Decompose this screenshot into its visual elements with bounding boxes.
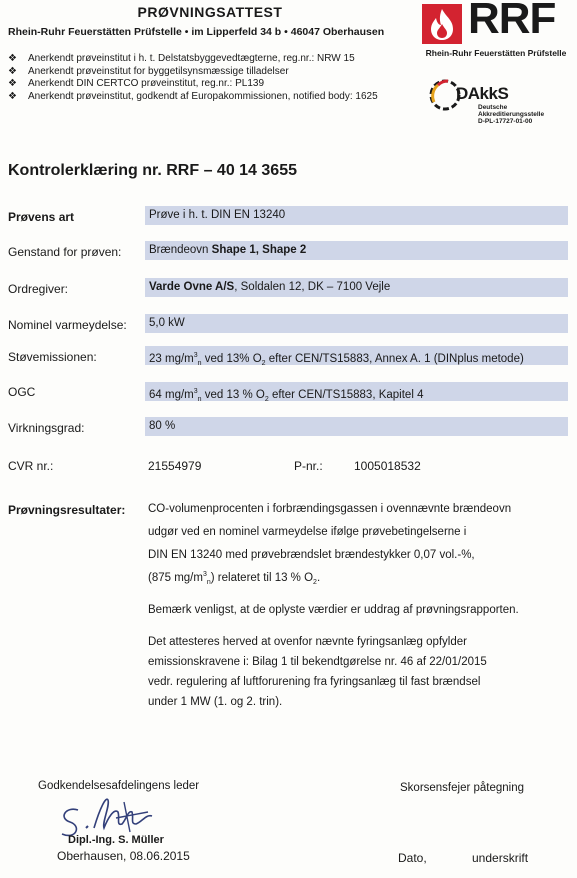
accreditation-item: [8, 91, 378, 104]
model-names: Shape 1, Shape 2: [211, 244, 307, 256]
dakks-line-1: Deutsche: [478, 104, 508, 111]
label-dust-emission: Støvemissionen:: [8, 350, 97, 364]
logo-subtitle: Rhein-Ruhr Feuerstätten Prüfstelle: [425, 48, 567, 58]
subscript: n: [197, 396, 202, 401]
dakks-accreditation-mark: [428, 78, 568, 134]
document-title: PRØVNINGSATTEST: [137, 4, 283, 20]
label-test-results: Prøvningsresultater:: [8, 503, 126, 517]
value-pnr: 1005018532: [354, 459, 421, 473]
value-ogc: [145, 382, 568, 401]
flame-icon: [422, 4, 462, 44]
attestation-line: emissionskravene i: Bilag 1 til bekendtgørelse nr. 46 af 22/01/2015: [148, 656, 487, 668]
value-test-type: Prøve i h. t. DIN EN 13240: [145, 206, 568, 225]
result-text: (875 mg/m: [148, 571, 203, 584]
diamond-bullet-icon: ❖: [8, 90, 17, 102]
dakks-line-2: Akkreditierungsstelle: [478, 111, 545, 118]
accreditation-text: Anerkendt prøveinstitut i h. t. Delstatsbyggevedtægterne, reg.nr.: NRW 15: [28, 53, 355, 64]
value-text: efter CEN/TS15883, Kapitel 4: [268, 388, 424, 401]
result-line: DIN EN 13240 med prøvebrændslet brændestykker 0,07 vol.-%,: [148, 549, 475, 561]
value-client: [145, 278, 568, 297]
signature-label: underskrift: [472, 851, 529, 865]
label-nominal-output: Nominel varmeydelse:: [8, 318, 127, 332]
accreditation-item: [8, 66, 378, 79]
subscript: 2: [313, 579, 317, 587]
result-text: .: [316, 571, 321, 584]
value-nominal-output: 5,0 kW: [145, 314, 568, 333]
value-text: Brændeovn: [149, 244, 212, 256]
subscript: n: [197, 360, 202, 365]
dakks-name: DAkkS: [456, 84, 509, 103]
value-efficiency: 80 %: [145, 417, 568, 436]
institute-address: Rhein-Ruhr Feuerstätten Prüfstelle • im Lipperfeld 34 b • 46047 Oberhausen: [8, 26, 385, 38]
signer-name: Dipl.-Ing. S. Müller: [68, 834, 164, 846]
client-address: , Soldalen 12, DK – 7100 Vejle: [234, 281, 391, 293]
attestation-line: Det attesteres herved at ovenfor nævnte fyringsanlæg opfylder: [148, 636, 467, 648]
diamond-bullet-icon: ❖: [8, 65, 17, 77]
label-ogc: OGC: [8, 385, 36, 399]
attestation-line: under 1 MW (1. og 2. trin).: [148, 696, 283, 708]
superscript: 3: [193, 352, 198, 359]
result-line: CO-volumenprocenten i forbrændingsgassen i ovennævnte brændeovn: [148, 503, 512, 515]
result-line: udgør ved en nominel varmeydelse ifølge prøvebetingelserne i: [148, 526, 467, 538]
diamond-bullet-icon: ❖: [8, 53, 17, 64]
rrf-logo: [420, 2, 572, 60]
declaration-heading: Kontrolerklæring nr. RRF – 40 14 3655: [8, 162, 297, 179]
value-text: 23 mg/m: [149, 352, 194, 365]
value-text: 64 mg/m: [149, 388, 194, 401]
accreditation-text: Anerkendt DIN CERTCO prøveinstitut, reg.nr.: PL139: [28, 78, 265, 89]
label-pnr: P-nr.:: [294, 459, 323, 473]
value-text: efter CEN/TS15883, Annex A. 1 (DINplus metode): [265, 352, 524, 365]
subscript: 2: [261, 360, 266, 365]
superscript: 3: [193, 388, 198, 395]
label-cvr: CVR nr.:: [8, 459, 54, 473]
accreditation-item: [8, 78, 378, 91]
client-name: Varde Ovne A/S: [149, 281, 235, 293]
date-label: Dato,: [398, 851, 427, 865]
chimney-sweep-endorsement-label: Skorsensfejer påtegning: [400, 782, 525, 794]
subscript: n: [206, 579, 211, 587]
place-date: Oberhausen, 08.06.2015: [57, 849, 190, 863]
label-test-object: Genstand for prøven:: [8, 245, 122, 259]
dakks-registration: D-PL-17727-01-00: [478, 118, 533, 125]
result-note: Bemærk venligst, at de oplyste værdier er uddrag af prøvningsrapporten.: [148, 604, 519, 616]
value-cvr: 21554979: [148, 459, 202, 473]
accreditation-text: Anerkendt prøveinstitut, godkendt af Europakommissionen, notified body: 1625: [28, 90, 378, 102]
value-text: ved 13% O: [201, 352, 262, 365]
accreditation-item: [8, 53, 378, 66]
diamond-bullet-icon: ❖: [8, 78, 17, 89]
superscript: 3: [202, 571, 207, 578]
accreditation-list: [8, 53, 378, 103]
result-text: ) relateret til 13 % O: [210, 571, 314, 584]
accreditation-text: Anerkendt prøveinstitut for byggetilsynsmæssige tilladelser: [28, 65, 289, 77]
value-dust-emission: [145, 346, 568, 365]
logo-letters: RRF: [468, 0, 556, 43]
value-test-object: [145, 241, 568, 260]
result-line: [148, 571, 320, 586]
label-test-type: Prøvens art: [8, 210, 75, 224]
attestation-line: vedr. regulering af luftforurening fra fyringsanlæg til fast brændsel: [148, 676, 481, 688]
signer-role: Godkendelsesafdelingens leder: [38, 780, 200, 792]
value-text: ved 13 % O: [201, 388, 265, 401]
label-client: Ordregiver:: [8, 282, 69, 296]
subscript: 2: [264, 396, 269, 401]
label-efficiency: Virkningsgrad:: [8, 421, 85, 435]
